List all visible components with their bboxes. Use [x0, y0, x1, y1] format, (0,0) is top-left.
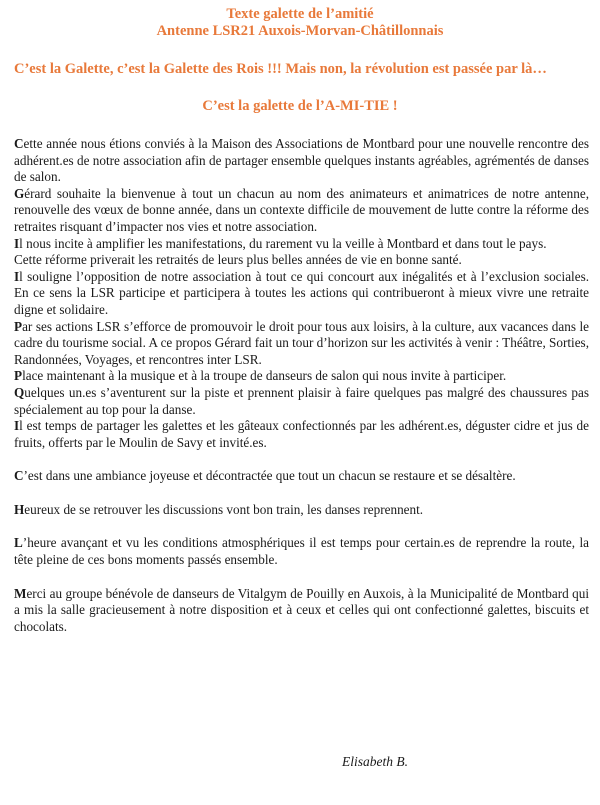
- paragraph: Il est temps de partager les galettes et les gâteaux confectionnés par les adhérent.es, déguster cidre et jus de fruits, offerts par le Moulin de Savy et invité.es.: [14, 418, 589, 450]
- document-title: Texte galette de l’amitié: [226, 6, 374, 22]
- body-text: [14, 136, 589, 635]
- paragraph: Place maintenant à la musique et à la troupe de danseurs de salon qui nous invite à participer.: [14, 368, 507, 384]
- paragraph: Merci au groupe bénévole de danseurs de Vitalgym de Pouilly en Auxois, à la Municipalité de Montbard qui a mis la salle gracieusement à notre disposition et à ceux et celles qui ont confectionné galettes, biscuits et chocolats.: [14, 585, 589, 634]
- paragraph: Par ses actions LSR s’efforce de promouvoir le droit pour tous aux loisirs, à la culture, aux vacances dans le cadre du tourisme social. A ce propos Gérard fait un tour d’horizon sur les activités à venir : Théâtre, Sorties, Randonnées, Voyages, et rencontres inter LSR.: [14, 318, 589, 367]
- paragraph: Heureux de se retrouver les discussions vont bon train, les danses reprennent.: [14, 501, 424, 517]
- signature: Elisabeth B.: [342, 754, 408, 769]
- paragraph: Quelques un.es s’aventurent sur la piste et prennent plaisir à faire quelques pas malgré des chaussures pas spécialement au top pour la danse.: [14, 384, 589, 417]
- document-subtitle: Antenne LSR21 Auxois-Morvan-Châtillonnais: [156, 23, 444, 39]
- paragraph: C’est dans une ambiance joyeuse et décontractée que tout un chacun se restaure et se désaltère.: [14, 468, 516, 484]
- paragraph: Cette réforme priverait les retraités de leurs plus belles années de vie en bonne santé.: [14, 252, 462, 268]
- paragraph: Il nous incite à amplifier les manifestations, du rarement vu la veille à Montbard et dans tout le pays.: [14, 235, 547, 251]
- headline-emphasis: C’est la galette de l’A-MI-TIE !: [202, 98, 398, 114]
- paragraph: Gérard souhaite la bienvenue à tout un chacun au nom des animateurs et animatrices de notre antenne, renouvelle des vœux de bonne année, dans un contexte difficile de mouvement de lutte contre la réforme des retraites risquant d’impacter nos vies et notre association.: [14, 185, 589, 234]
- paragraph: L’heure avançant et vu les conditions atmosphériques il est temps pour certain.es de reprendre la route, la tête pleine de ces bons moments passés ensemble.: [14, 535, 589, 568]
- paragraph: Cette année nous étions conviés à la Maison des Associations de Montbard pour une nouvelle rencontre des adhérent.es de notre association afin de partager ensemble quelques instants agréables, agrémentés de danses de salon.: [14, 136, 589, 185]
- headline: C’est la Galette, c’est la Galette des Rois !!! Mais non, la révolution est passée par là…: [14, 61, 547, 77]
- paragraph: Il souligne l’opposition de notre association à tout ce qui concourt aux inégalités et à l’exclusion sociales. En ce sens la LSR participe et participera à toutes les actions qui contribueront à mieux vivre une retraite digne et solidaire.: [14, 268, 589, 317]
